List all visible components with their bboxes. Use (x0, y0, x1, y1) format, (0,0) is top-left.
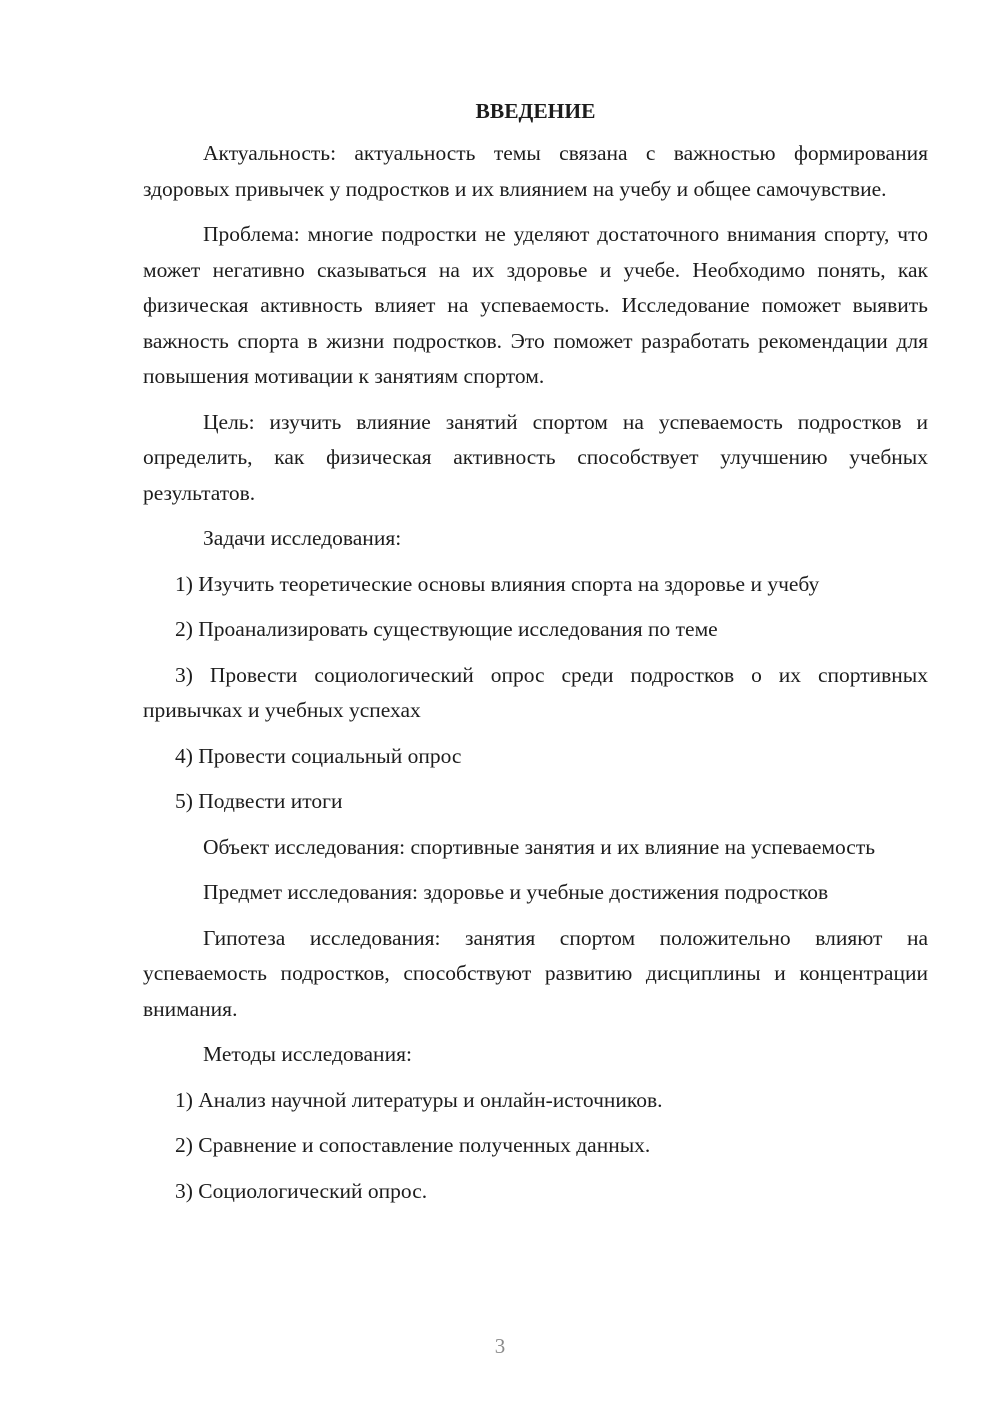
method-item-3: 3) Социологический опрос. (175, 1178, 428, 1203)
hypothesis-paragraph: Гипотеза исследования: занятия спортом положительно влияют на успеваемость подростков, способствуют развитию дисциплины и концентрации внимания. (143, 925, 928, 1021)
methods-title: Методы исследования: (203, 1042, 412, 1066)
relevance-paragraph: Актуальность: актуальность темы связана с важностью формирования здоровых привычек у подростков и их влиянием на учебу и общее самочувствие. (143, 141, 928, 201)
document-page (143, 96, 928, 1219)
page-number: 3 (494, 1334, 506, 1358)
task-item-5: 5) Подвести итоги (175, 789, 343, 813)
goal-paragraph: Цель: изучить влияние занятий спортом на успеваемость подростков и определить, как физическая активность способствует улучшению учебных результатов. (143, 409, 928, 505)
problem-paragraph: Проблема: многие подростки не уделяют достаточного внимания спорту, что может негативно сказываться на их здоровье и учебе. Необходимо понять, как физическая активность влияет на успеваемость. Исследование поможет выявить важность спорта в жизни подростков. Это поможет разработать рекомендации для повышения мотивации к занятиям спортом. (143, 222, 928, 388)
subject-paragraph: Предмет исследования: здоровье и учебные достижения подростков (203, 880, 829, 904)
method-item-2: 2) Сравнение и сопоставление полученных данных. (175, 1133, 651, 1157)
task-item-4: 4) Провести социальный опрос (175, 743, 462, 768)
tasks-title: Задачи исследования: (203, 526, 402, 550)
section-heading: ВВЕДЕНИЕ (475, 99, 596, 123)
method-item-1: 1) Анализ научной литературы и онлайн-источников. (175, 1087, 663, 1112)
task-item-1: 1) Изучить теоретические основы влияния спорта на здоровье и учебу (175, 571, 820, 596)
object-paragraph: Объект исследования: спортивные занятия и их влияние на успеваемость (203, 834, 876, 859)
task-item-2: 2) Проанализировать существующие исследования по теме (175, 617, 718, 641)
task-item-3: 3) Провести социологический опрос среди подростков о их спортивных привычках и учебных успехах (143, 662, 928, 722)
